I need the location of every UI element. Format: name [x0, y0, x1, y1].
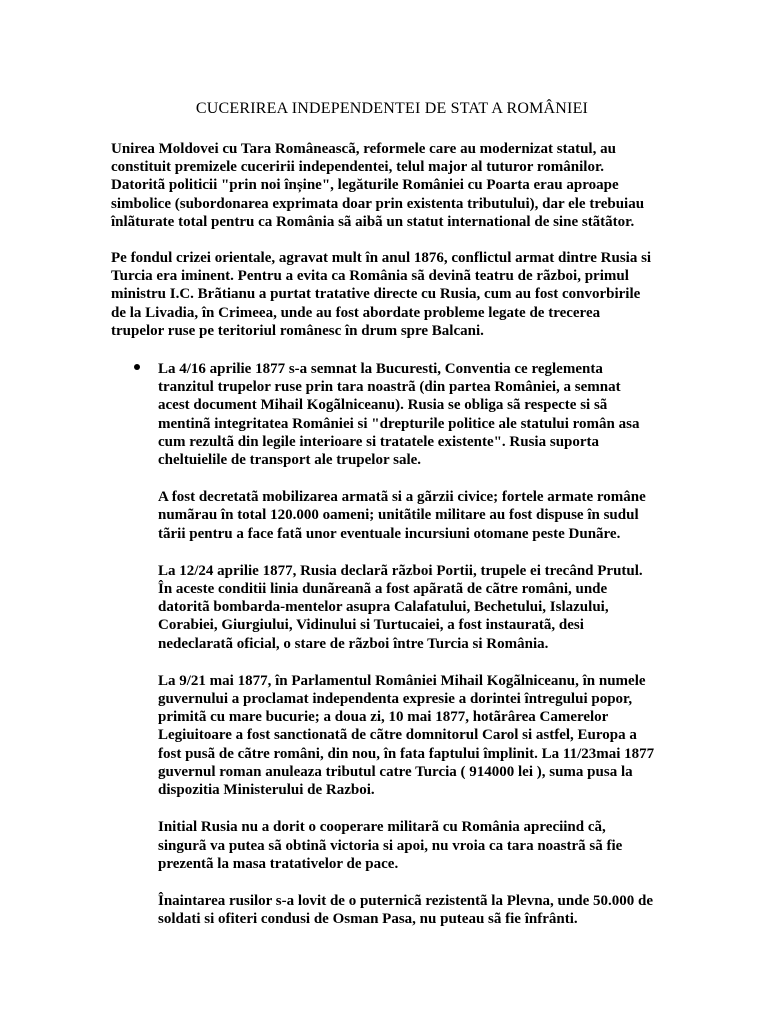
intro-paragraph-2: Pe fondul crizei orientale, agravat mult în anul 1876, conflictul armat dintre Rusia si Turcia era iminent. Pentru a evita ca România sã devinã teatru de rãzboi, primul ministru I.C. Brãtianu a purtat tratative directe cu Rusia, cum au fost convorbirile de la Livadia, în Crimeea, unde au fost abordate probleme legate de trecerea trupelor ruse pe teritoriul românesc în drum spre Balcani. — [111, 250, 652, 339]
bullet-paragraph-6: Înaintarea rusilor s-a lovit de o puternicã rezistentã la Plevna, unde 50.000 de soldati si ofiteri condusi de Osman Pasa, nu puteau sã fie înfrânti. — [158, 892, 653, 928]
bullet-paragraph-1: La 4/16 aprilie 1877 s-a semnat la Bucuresti, Conventia ce reglementa tranzitul trupelor ruse prin tara noastrã (din partea României, a semnat acest document Mihail Kogãlniceanu). Rusia se obliga sã respecte si sã mentinã integritatea României si "drepturile politice ale statului român asa cum rezultã din legile interioare si tratatele existente". Rusia suporta cheltuielile de transport ale trupelor sale. — [158, 361, 640, 469]
bullet-paragraph-5: Initial Rusia nu a dorit o cooperare militarã cu România apreciind cã, singurã va putea sã obtinã victoria si apoi, nu vroia ca tara noastrã sã fie prezentã la masa tratativelor de pace. — [158, 819, 623, 872]
bullet-icon — [134, 364, 140, 370]
bullet-paragraph-4: La 9/21 mai 1877, în Parlamentul României Mihail Kogãlniceanu, în numele guvernului a proclamat independenta expresie a dorintei întregului popor, primitã cu mare bucurie; a doua zi, 10 mai 1877, hotãrârea Camerelor Legiuitoare a fost sanctionatã de cãtre domnitorul Carol si astfel, Europa a fost pusã de cãtre români, din nou, în fata faptului împlinit. La 11/23mai 1877 guvernul roman anuleaza tributul catre Turcia ( 914000 lei ), suma pusa la dispozitia Ministerului de Razboi. — [158, 672, 655, 799]
document-page — [111, 100, 655, 947]
bullet-paragraph-2: A fost decretatã mobilizarea armatã si a gãrzii civice; fortele armate române numãrau în total 120.000 oameni; unitãtile militare au fost dispuse în sudul tãrii pentru a face fatã unor eventuale incursiuni otomane peste Dunãre. — [158, 489, 646, 542]
bullet-list-item — [158, 360, 655, 928]
document-title: CUCERIREA INDEPENDENTEI DE STAT A ROMÂNIEI — [195, 100, 589, 117]
intro-paragraph-1: Unirea Moldovei cu Tara Româneascã, reformele care au modernizat statul, au constituit premizele cuceririi independentei, telul major al tuturor românilor. Datoritã politicii "prin noi înșine", legăturile României cu Poarta erau aproape simbolice (subordonarea exprimata doar prin existenta tributului), dar ele trebuiau înlãturate total pentru ca România sã aibã un statut international de sine stãtãtor. — [111, 141, 645, 230]
bullet-paragraph-3: La 12/24 aprilie 1877, Rusia declarã rãzboi Portii, trupele ei trecând Prutul. În aceste conditii linia dunãreanã a fost apãratã de cãtre români, unde datoritã bombarda-mentelor asupra Calafatului, Bechetului, Islazului, Corabiei, Giurgiului, Vidinului si Turtucaiei, a fost instauratã, desi nedeclaratã oficial, o stare de rãzboi între Turcia si România. — [158, 562, 643, 652]
